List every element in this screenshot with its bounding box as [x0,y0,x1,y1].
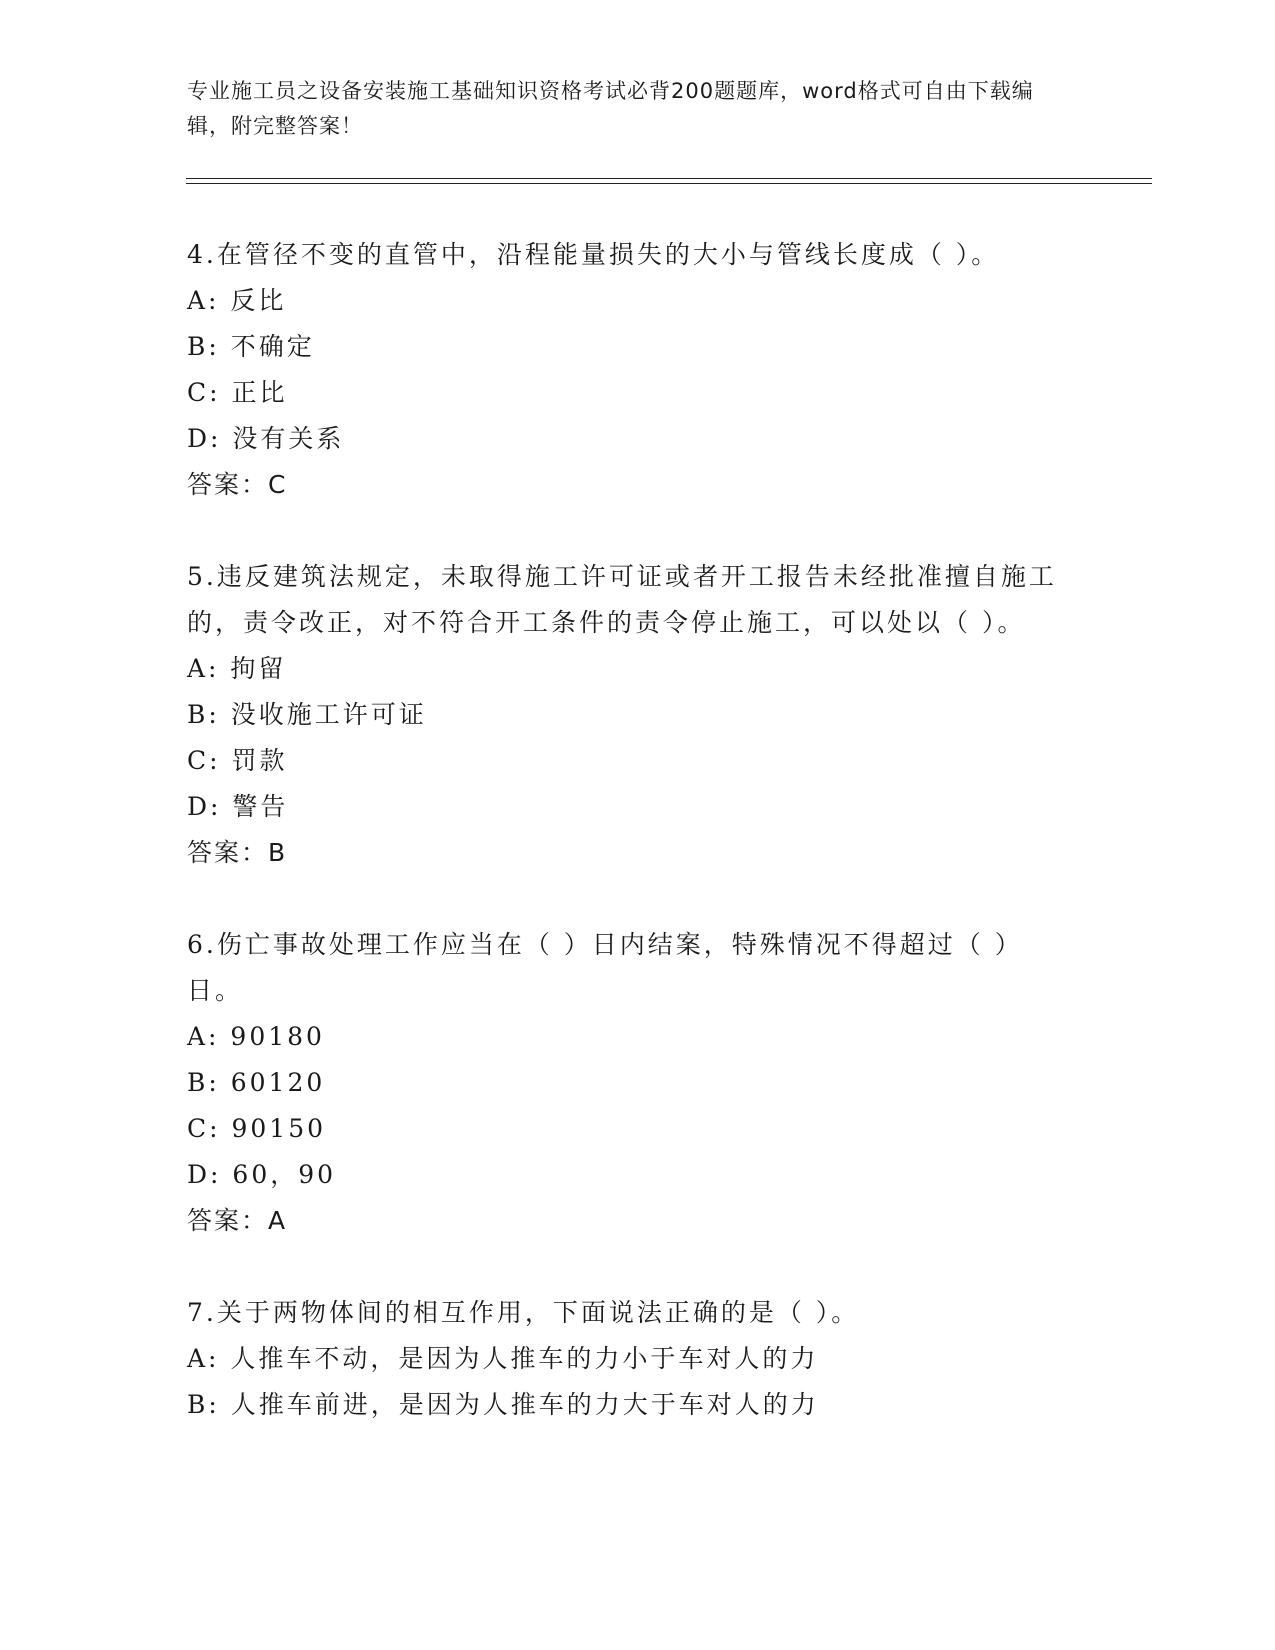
option-d: D: 警告 [187,792,289,821]
option-a: A: 人推车不动，是因为人推车的力小于车对人的力 [187,1344,819,1373]
option-d: D: 60，90 [187,1160,337,1189]
option-a: A: 90180 [187,1022,325,1051]
question-text: 4.在管径不变的直管中，沿程能量损失的大小与管线长度成（ ）。 [187,240,1000,269]
option-c: C: 罚款 [187,746,288,775]
answer-line: 答案：A [187,1206,288,1235]
option-c: C: 正比 [187,378,288,407]
question-list [187,232,1087,1474]
question-text: 7.关于两物体间的相互作用，下面说法正确的是（ ）。 [187,1298,860,1327]
option-a: A: 拘留 [187,654,287,683]
question-text: 5.违反建筑法规定，未取得施工许可证或者开工报告未经批准擅自施工的，责令改正，对不符合开工条件的责令停止施工，可以处以（ ）。 [187,562,1057,637]
question-text: 6.伤亡事故处理工作应当在（ ）日内结案，特殊情况不得超过（ ）日。 [187,930,1023,1005]
option-b: B: 不确定 [187,332,315,361]
question-7 [187,1290,1087,1428]
question-5 [187,554,1087,876]
option-c: C: 90150 [187,1114,327,1143]
option-b: B: 60120 [187,1068,326,1097]
document-header: 专业施工员之设备安装施工基础知识资格考试必背200题题库，word格式可自由下载编辑，附完整答案！ [187,79,1034,138]
answer-line: 答案：B [187,838,288,867]
header-divider-bottom [186,183,1152,184]
option-d: D: 没有关系 [187,424,345,453]
answer-line: 答案：C [187,470,288,499]
question-4 [187,232,1087,508]
option-a: A: 反比 [187,286,287,315]
header-divider-top [186,178,1152,179]
question-6 [187,922,1087,1244]
option-b: B: 没收施工许可证 [187,700,427,729]
option-b: B: 人推车前进，是因为人推车的力大于车对人的力 [187,1390,819,1419]
